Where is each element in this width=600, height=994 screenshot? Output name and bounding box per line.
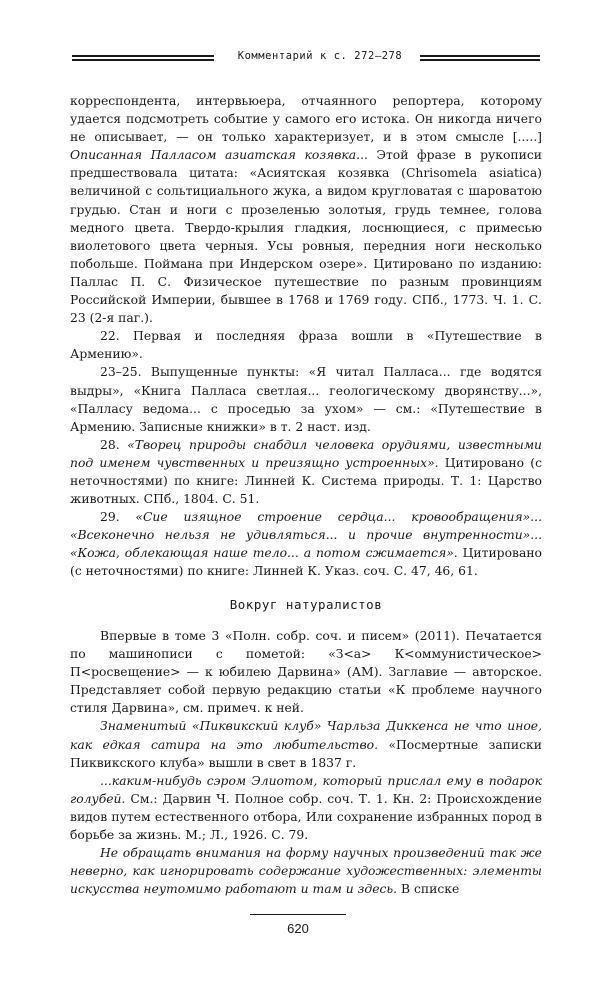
page-number: 620 <box>287 921 309 936</box>
section-intro: Впервые в томе 3 «Полн. собр. соч. и писем» (2011). Печатается по машинописи с пометой: «З<а> К<оммунистическое> П<росвещение> — к юбилею Дарвина» (АМ). Заглавие — авторское. Представляет собой первую редакцию статьи «К проблеме научного стиля Дарвина», см. примеч. к ней. <box>70 629 542 716</box>
footer-rule <box>250 914 346 915</box>
note-29: 29. «Сие изящное строение сердца... кровообращения»... «Всеконечно нельзя не удивляться... и прочие внутренности»... «Кожа, облекающая наше тело... а потом сжимается». Цитировано (с неточностями) по книге: Линней К. Указ. соч. С. 47, 46, 61. <box>70 510 542 579</box>
note-form: Не обращать внимания на форму научных произведений так же неверно, как игнорировать содержание художественных: элементы искусства неутомимо работают и там и здесь. В списке <box>70 846 542 897</box>
note-22: 22. Первая и последняя фраза вошли в «Путешествие в Армению». <box>70 329 542 362</box>
commentary-notes <box>70 92 542 581</box>
running-head-title: Комментарий к с. 272–278 <box>237 50 403 62</box>
note-28: 28. «Творец природы снабдил человека орудиями, известными под именем чувственных и преизящно устроенных». Цитировано (с неточностями) по книге: Линней К. Система природы. Т. 1: Царство животных. СПб., 1804. С. 51. <box>70 437 543 507</box>
header-rule-left <box>72 55 214 63</box>
note-paragraph-continued: корреспондента, интервьюера, отчаянного репортера, которому удается подсмотреть событие у самого его истока. Он никогда ничего не описывает, — он только характеризует, и в этом смысле [.....] Описанная Палласом азиатская козявка... Этой фразе в рукописи предшествовала цитата: «Асиятская козявка (Chrisomela asiatica) величиной с сольтициального жука, а видом кругловатая с шароватою грудью. Стан и ноги с прозеленью золотыя, грудь темнее, голова медного цвета. Твердо-крылия гладкия, лоснющиеся, с примесью виолетового цвета черныя. Усы ровныя, передния ноги несколько побольше. Поймана при Индерском озере». Цитировано по изданию: Паллас П. С. Физическое путешествие по разным провинциям Российской Империи, бывшее в 1768 и 1769 году. СПб., 1773. Ч. 1. С. 23 (2-я паг.). <box>70 94 542 326</box>
section-title: Вокруг натуралистов <box>229 597 383 612</box>
header-rule-right <box>420 55 540 63</box>
note-23-25: 23–25. Выпущенные пункты: «Я читал Палласа... где водятся выдры», «Книга Палласа светлая... геологическому дворянству...», «Палласу ведома... с проседью за ухом» — см.: «Путешествие в Армению. Записные книжки» в т. 2 наст. изд. <box>70 365 542 434</box>
section-notes <box>70 627 542 898</box>
note-eliot: ...каким-нибудь сэром Элиотом, который прислал ему в подарок голубей. См.: Дарвин Ч. Полное собр. соч. Т. 1. Кн. 2: Происхождение видов путем естественного отбора, Или сохранение избранных пород в борьбе за жизнь. М.; Л., 1926. С. 79. <box>70 773 542 843</box>
running-header <box>72 52 540 68</box>
note-pickwick: Знаменитый «Пиквикский клуб» Чарльза Диккенса не что иное, как едкая сатира на это любительство. «Посмертные записки Пиквикского клуба» вышли в свет в 1837 г. <box>70 719 542 770</box>
